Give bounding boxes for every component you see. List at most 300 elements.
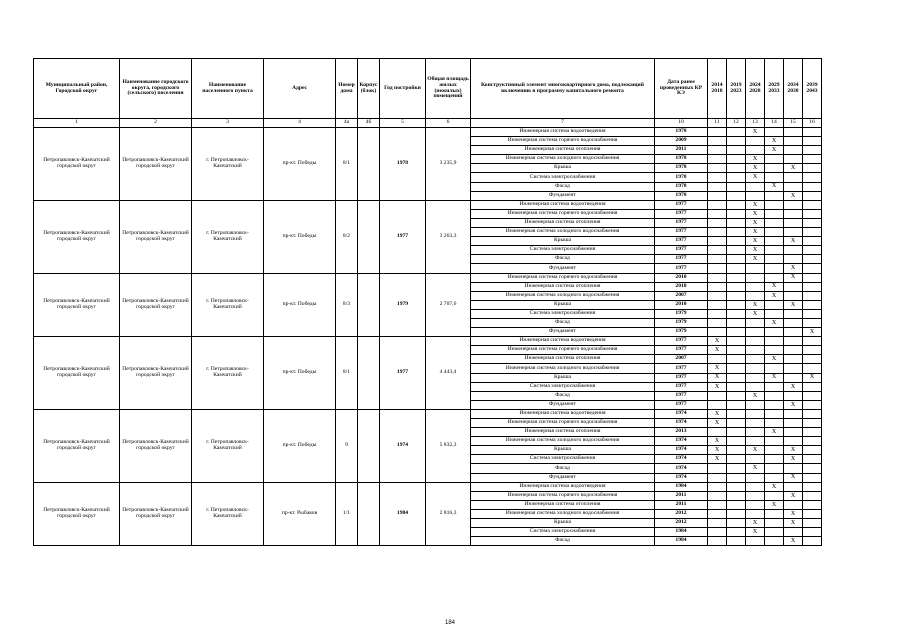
period-mark-cell [727,482,746,491]
district-cell: Петропавловск-Камчатский городской округ [34,273,120,337]
period-mark-cell: X [746,173,765,182]
period-mark-cell [727,246,746,255]
element-name-cell: Система электроснабжения [471,173,655,182]
house-number-cell: 9 [336,409,358,482]
period-mark-cell [784,464,803,473]
period-mark-cell [727,173,746,182]
period-mark-cell [727,455,746,464]
period-mark-cell: X [708,446,727,455]
period-mark-cell [727,264,746,273]
column-number-row [34,119,822,128]
column-number: 11 [708,119,727,128]
period-mark-cell [803,182,822,191]
period-mark-cell [727,228,746,237]
period-mark-cell [727,328,746,337]
period-mark-cell [803,228,822,237]
period-mark-cell: X [765,500,784,509]
period-mark-cell [784,391,803,400]
repair-date-cell: 1978 [655,164,708,173]
year-built-cell: 1984 [380,482,426,546]
element-name-cell: Система электроснабжения [471,382,655,391]
year-built-cell: 1978 [380,128,426,201]
period-mark-cell [784,182,803,191]
period-mark-cell: X [765,318,784,327]
period-mark-cell: X [784,400,803,409]
settlement-cell: Петропавловск-Камчатский городской округ [120,482,192,546]
period-mark-cell: X [746,519,765,528]
header-block: Корпус (блок) [358,59,380,119]
period-mark-cell: X [746,209,765,218]
house-number-cell: 8/3 [336,273,358,337]
capital-repair-table [33,58,822,546]
period-mark-cell [765,328,784,337]
period-mark-cell [765,473,784,482]
period-mark-cell [708,391,727,400]
period-mark-cell: X [784,264,803,273]
element-name-cell: Фундамент [471,400,655,409]
period-mark-cell [708,318,727,327]
period-mark-cell [746,437,765,446]
district-cell: Петропавловск-Камчатский городской округ [34,337,120,410]
header-house-number: Номер дома [336,59,358,119]
element-name-cell: Крыша [471,446,655,455]
header-period-2024-2028: 2024 2028 [746,59,765,119]
street-cell: пр-кт. Победы [264,409,336,482]
period-mark-cell [784,128,803,137]
header-settlement: Наименование городского округа, городского (сельского) поселения [120,59,192,119]
period-mark-cell [803,482,822,491]
period-mark-cell [746,346,765,355]
repair-date-cell: 2011 [655,500,708,509]
period-mark-cell: X [746,200,765,209]
period-mark-cell [746,455,765,464]
block-cell [358,409,380,482]
repair-date-cell: 1977 [655,218,708,227]
period-mark-cell: X [784,300,803,309]
table-row [34,200,822,209]
column-number: 4 [264,119,336,128]
column-number: 16 [803,119,822,128]
element-name-cell: Инженерная система отопления [471,146,655,155]
settlement-cell: Петропавловск-Камчатский городской округ [120,409,192,482]
repair-date-cell: 2011 [655,491,708,500]
period-mark-cell [708,200,727,209]
element-name-cell: Инженерная система водоотведения [471,409,655,418]
period-mark-cell: X [746,164,765,173]
period-mark-cell [708,182,727,191]
period-mark-cell [803,200,822,209]
element-name-cell: Система электроснабжения [471,528,655,537]
repair-date-cell: 1977 [655,373,708,382]
period-mark-cell [803,473,822,482]
repair-date-cell: 1974 [655,409,708,418]
period-mark-cell [708,291,727,300]
element-name-cell: Крыша [471,300,655,309]
period-mark-cell [746,355,765,364]
area-cell: 3 263,3 [426,200,471,273]
period-mark-cell [765,273,784,282]
period-mark-cell: X [765,482,784,491]
period-mark-cell [746,146,765,155]
period-mark-cell: X [708,337,727,346]
period-mark-cell: X [746,128,765,137]
block-cell [358,128,380,201]
period-mark-cell [803,391,822,400]
district-cell: Петропавловск-Камчатский городской округ [34,128,120,201]
period-mark-cell [803,464,822,473]
column-number: 7 [471,119,655,128]
period-mark-cell [727,209,746,218]
period-mark-cell [727,282,746,291]
repair-date-cell: 1977 [655,255,708,264]
element-name-cell: Фасад [471,537,655,546]
period-mark-cell [727,364,746,373]
period-mark-cell [727,537,746,546]
period-mark-cell [803,128,822,137]
table-row [34,482,822,491]
repair-date-cell: 1977 [655,264,708,273]
period-mark-cell: X [746,446,765,455]
element-name-cell: Инженерная система холодного водоснабжения [471,155,655,164]
element-name-cell: Инженерная система водоотведения [471,337,655,346]
house-number-cell: 1/1 [336,482,358,546]
period-mark-cell [803,346,822,355]
period-mark-cell [708,209,727,218]
period-mark-cell [727,291,746,300]
period-mark-cell [727,273,746,282]
period-mark-cell [727,391,746,400]
locality-cell: г. Петропавловск-Камчатский [192,337,264,410]
element-name-cell: Инженерная система отопления [471,355,655,364]
block-cell [358,273,380,337]
column-number: 12 [727,119,746,128]
period-mark-cell [765,391,784,400]
period-mark-cell [784,228,803,237]
element-name-cell: Система электроснабжения [471,246,655,255]
period-mark-cell [784,137,803,146]
repair-date-cell: 1974 [655,473,708,482]
period-mark-cell [727,218,746,227]
repair-date-cell: 2009 [655,137,708,146]
period-mark-cell [746,273,765,282]
period-mark-cell [727,519,746,528]
period-mark-cell [765,264,784,273]
period-mark-cell [765,528,784,537]
period-mark-cell [803,300,822,309]
repair-date-cell: 2010 [655,282,708,291]
column-number: 1 [34,119,120,128]
period-mark-cell [708,173,727,182]
period-mark-cell [803,273,822,282]
period-mark-cell [803,209,822,218]
element-name-cell: Инженерная система водоотведения [471,482,655,491]
period-mark-cell: X [784,473,803,482]
period-mark-cell [784,209,803,218]
period-mark-cell: X [784,191,803,200]
element-name-cell: Крыша [471,519,655,528]
element-name-cell: Инженерная система горячего водоснабжения [471,491,655,500]
repair-date-cell: 1974 [655,455,708,464]
house-number-cell: 8/2 [336,200,358,273]
period-mark-cell [727,309,746,318]
period-mark-cell [746,191,765,200]
element-name-cell: Крыша [471,164,655,173]
header-structural-element: Конструктивный элемент многоквартирного дома, подлежащий включению в программу капитального ремонта [471,59,655,119]
period-mark-cell: X [708,437,727,446]
column-number: 6 [426,119,471,128]
repair-date-cell: 1978 [655,128,708,137]
period-mark-cell [708,282,727,291]
period-mark-cell [784,218,803,227]
repair-date-cell: 1977 [655,228,708,237]
table-row [34,337,822,346]
period-mark-cell [803,509,822,518]
header-period-2029-2033: 2029 2033 [765,59,784,119]
period-mark-cell [803,291,822,300]
period-mark-cell [784,291,803,300]
element-name-cell: Система электроснабжения [471,455,655,464]
period-mark-cell [727,419,746,428]
district-cell: Петропавловск-Камчатский городской округ [34,200,120,273]
period-mark-cell [708,509,727,518]
period-mark-cell [765,200,784,209]
element-name-cell: Инженерная система отопления [471,500,655,509]
period-mark-cell [803,318,822,327]
period-mark-cell [765,419,784,428]
period-mark-cell: X [765,282,784,291]
period-mark-cell [765,337,784,346]
element-name-cell: Система электроснабжения [471,309,655,318]
period-mark-cell: X [765,182,784,191]
period-mark-cell [803,491,822,500]
period-mark-cell [746,537,765,546]
table-row [34,128,822,137]
period-mark-cell [708,400,727,409]
period-mark-cell [803,455,822,464]
period-mark-cell [803,382,822,391]
repair-date-cell: 1978 [655,182,708,191]
element-name-cell: Фасад [471,464,655,473]
element-name-cell: Фасад [471,182,655,191]
period-mark-cell [727,446,746,455]
period-mark-cell [765,309,784,318]
period-mark-cell [708,273,727,282]
period-mark-cell [784,364,803,373]
period-mark-cell: X [765,428,784,437]
period-mark-cell [708,155,727,164]
period-mark-cell [708,500,727,509]
area-cell: 3 235,9 [426,128,471,201]
street-cell: пр-кт. Победы [264,337,336,410]
header-district: Муниципальный район, Городской округ [34,59,120,119]
period-mark-cell [784,173,803,182]
element-name-cell: Инженерная система водоотведения [471,128,655,137]
repair-date-cell: 2010 [655,273,708,282]
period-mark-cell [803,519,822,528]
period-mark-cell [746,428,765,437]
period-mark-cell: X [784,519,803,528]
period-mark-cell: X [784,509,803,518]
element-name-cell: Фундамент [471,328,655,337]
period-mark-cell [803,146,822,155]
period-mark-cell [784,355,803,364]
period-mark-cell: X [784,537,803,546]
locality-cell: г. Петропавловск-Камчатский [192,482,264,546]
period-mark-cell: X [765,373,784,382]
repair-date-cell: 1979 [655,318,708,327]
period-mark-cell: X [746,155,765,164]
period-mark-cell [803,309,822,318]
element-name-cell: Фасад [471,391,655,400]
period-mark-cell [784,428,803,437]
period-mark-cell [803,437,822,446]
period-mark-cell: X [803,328,822,337]
period-mark-cell [765,446,784,455]
period-mark-cell [765,400,784,409]
period-mark-cell [784,255,803,264]
repair-date-cell: 1977 [655,346,708,355]
year-built-cell: 1977 [380,337,426,410]
element-name-cell: Фундамент [471,191,655,200]
period-mark-cell: X [746,309,765,318]
period-mark-cell [784,500,803,509]
period-mark-cell [765,464,784,473]
area-cell: 5 832,3 [426,409,471,482]
column-number: 3 [192,119,264,128]
period-mark-cell [727,255,746,264]
period-mark-cell [765,218,784,227]
header-period-2014-2018: 2014 2018 [708,59,727,119]
period-mark-cell [746,473,765,482]
period-mark-cell: X [784,273,803,282]
element-name-cell: Инженерная система отопления [471,428,655,437]
repair-date-cell: 1974 [655,437,708,446]
period-mark-cell [803,409,822,418]
locality-cell: г. Петропавловск-Камчатский [192,409,264,482]
period-mark-cell [727,509,746,518]
period-mark-cell [803,164,822,173]
period-mark-cell [727,355,746,364]
period-mark-cell [803,191,822,200]
period-mark-cell [727,237,746,246]
repair-date-cell: 1979 [655,309,708,318]
repair-date-cell: 1984 [655,537,708,546]
period-mark-cell [803,337,822,346]
repair-date-cell: 1974 [655,464,708,473]
period-mark-cell [746,409,765,418]
period-mark-cell [708,164,727,173]
period-mark-cell [708,473,727,482]
period-mark-cell [727,346,746,355]
period-mark-cell [803,355,822,364]
area-cell: 4 443,4 [426,337,471,410]
period-mark-cell [746,282,765,291]
period-mark-cell: X [746,528,765,537]
period-mark-cell: X [746,464,765,473]
year-built-cell: 1979 [380,273,426,337]
repair-date-cell: 2011 [655,146,708,155]
block-cell [358,337,380,410]
repair-date-cell: 1974 [655,419,708,428]
period-mark-cell: X [746,391,765,400]
street-cell: пр-кт. Победы [264,128,336,201]
element-name-cell: Инженерная система холодного водоснабжения [471,437,655,446]
period-mark-cell [746,509,765,518]
period-mark-cell [803,419,822,428]
period-mark-cell [746,318,765,327]
period-mark-cell [746,400,765,409]
repair-date-cell: 1977 [655,337,708,346]
period-mark-cell [727,464,746,473]
repair-date-cell: 1977 [655,237,708,246]
settlement-cell: Петропавловск-Камчатский городской округ [120,273,192,337]
period-mark-cell: X [746,246,765,255]
period-mark-cell [708,309,727,318]
period-mark-cell [727,337,746,346]
repair-date-cell: 1984 [655,528,708,537]
repair-date-cell: 1974 [655,446,708,455]
column-number: 4б [358,119,380,128]
period-mark-cell [708,519,727,528]
element-name-cell: Инженерная система холодного водоснабжения [471,364,655,373]
period-mark-cell [708,328,727,337]
period-mark-cell: X [746,218,765,227]
period-mark-cell: X [784,382,803,391]
period-mark-cell: X [708,382,727,391]
period-mark-cell [765,519,784,528]
period-mark-cell [784,200,803,209]
repair-date-cell: 1977 [655,209,708,218]
period-mark-cell [765,364,784,373]
period-mark-cell [803,237,822,246]
table-row [34,273,822,282]
header-address: Адрес [264,59,336,119]
period-mark-cell [765,537,784,546]
period-mark-cell [746,264,765,273]
element-name-cell: Инженерная система холодного водоснабжения [471,228,655,237]
period-mark-cell [803,446,822,455]
period-mark-cell [803,155,822,164]
district-cell: Петропавловск-Камчатский городской округ [34,482,120,546]
period-mark-cell: X [784,455,803,464]
period-mark-cell [765,409,784,418]
period-mark-cell [765,237,784,246]
period-mark-cell: X [784,164,803,173]
period-mark-cell [784,328,803,337]
element-name-cell: Инженерная система горячего водоснабжения [471,273,655,282]
period-mark-cell: X [708,373,727,382]
header-period-2034-2038: 2034 2038 [784,59,803,119]
period-mark-cell [727,428,746,437]
repair-date-cell: 1978 [655,173,708,182]
locality-cell: г. Петропавловск-Камчатский [192,273,264,337]
repair-date-cell: 2010 [655,300,708,309]
period-mark-cell [727,200,746,209]
period-mark-cell [708,128,727,137]
header-year-built: Год постройки [380,59,426,119]
column-number: 14 [765,119,784,128]
period-mark-cell [746,182,765,191]
period-mark-cell [803,428,822,437]
period-mark-cell: X [784,491,803,500]
period-mark-cell [803,264,822,273]
period-mark-cell [803,364,822,373]
period-mark-cell [727,182,746,191]
repair-date-cell: 2007 [655,291,708,300]
period-mark-cell: X [708,346,727,355]
period-mark-cell [727,491,746,500]
period-mark-cell: X [708,419,727,428]
